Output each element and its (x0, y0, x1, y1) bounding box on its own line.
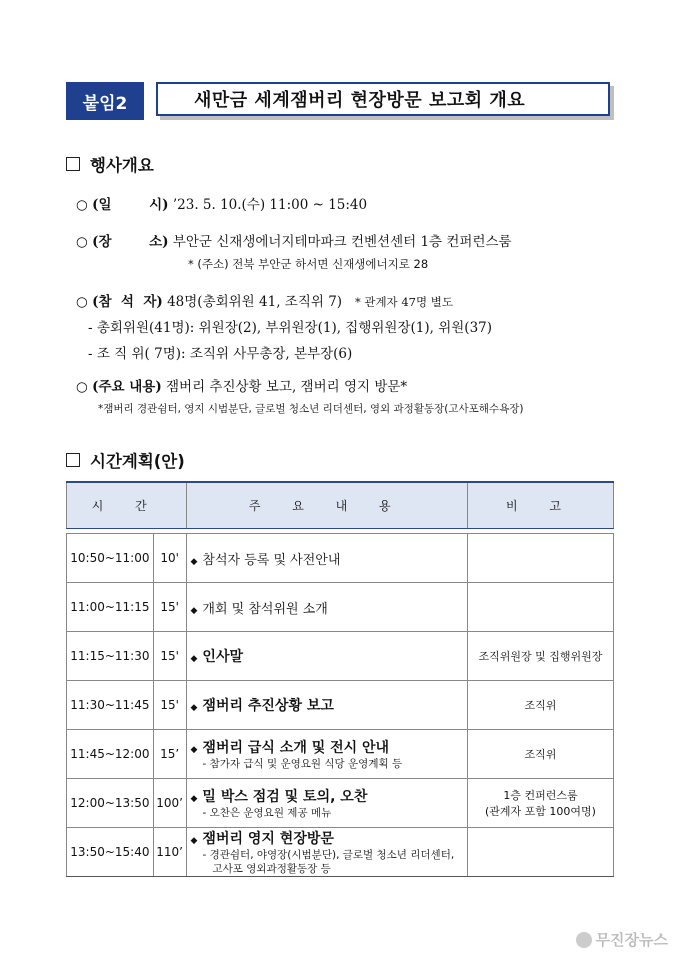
diamond-bullet-icon: ◆ (190, 556, 198, 567)
section-heading-overview (66, 152, 154, 176)
square-bullet-icon (66, 453, 80, 467)
row-item: 잼버리 추진상황 보고 (202, 698, 334, 714)
section-heading-schedule (66, 448, 185, 472)
attendee-note: * 관계자 47명 별도 (354, 295, 453, 309)
diamond-bullet-icon: ◆ (190, 605, 198, 616)
diamond-bullet-icon: ◆ (190, 794, 198, 804)
schedule-table (66, 481, 614, 877)
row-time: 11:15~11:30 (67, 632, 154, 681)
header-content: 주 요 내 용 (186, 482, 467, 529)
section-title: 행사개요 (90, 156, 154, 175)
table-row (67, 534, 614, 583)
diamond-bullet-icon: ◆ (190, 703, 198, 713)
square-bullet-icon (66, 157, 80, 171)
date-label: (일 시) (92, 197, 169, 213)
row-item: 잼버리 급식 소개 및 전시 안내 (202, 740, 390, 756)
row-duration: 15' (153, 632, 186, 681)
main-content-value: 잼버리 추진상황 보고, 잼버리 영지 방문* (166, 379, 408, 395)
attachment-badge: 붙임2 (66, 82, 144, 120)
place-line: ○ (장 소) 부안군 신재생에너지테마파크 컨벤션센터 1층 컨퍼런스룸 (76, 234, 512, 250)
diamond-bullet-icon: ◆ (190, 745, 198, 755)
table-row (67, 730, 614, 779)
section-title: 시간계획(안) (90, 452, 185, 471)
row-remark: 조직위 (467, 730, 613, 779)
row-content (186, 828, 467, 877)
row-duration: 10' (153, 534, 186, 583)
attendee-sub-committee: - 총회위원(41명): 위원장(2), 부위원장(1), 집행위원장(1), 위원(37) (88, 320, 493, 336)
row-item: 개회 및 참석위원 소개 (202, 601, 328, 617)
row-subitem: - 오찬은 운영요원 제공 메뉴 (202, 807, 332, 819)
watermark-text: 무진장뉴스 (595, 931, 668, 949)
table-header-row (67, 482, 614, 529)
header-time: 시 간 (67, 482, 187, 529)
row-remark (467, 828, 613, 877)
row-time: 11:30~11:45 (67, 681, 154, 730)
row-item: 잼버리 영지 현장방문 (202, 831, 334, 847)
table-row (67, 583, 614, 632)
row-duration: 15' (153, 681, 186, 730)
page-title: 새만금 세계잼버리 현장방문 보고회 개요 (156, 82, 610, 116)
row-remark (467, 534, 613, 583)
main-content-label: (주요 내용) (92, 379, 162, 395)
table-row (67, 681, 614, 730)
row-item: 인사말 (202, 649, 243, 665)
row-item: 참석자 등록 및 사전안내 (202, 552, 341, 568)
row-duration: 15’ (153, 730, 186, 779)
watermark (576, 929, 668, 950)
row-duration: 100’ (153, 779, 186, 828)
place-note: * (주소) 전북 부안군 하서면 신재생에너지로 28 (188, 257, 429, 271)
row-content (186, 730, 467, 779)
row-time: 10:50~11:00 (67, 534, 154, 583)
diamond-bullet-icon: ◆ (190, 836, 198, 846)
date-line: ○ (일 시) ’23. 5. 10.(수) 11:00 ~ 15:40 (76, 197, 368, 213)
row-content (186, 534, 467, 583)
main-content-note: *잼버리 경관쉼터, 영지 시범분단, 글로벌 청소년 리더센터, 영외 과정활동장(고사포해수욕장) (98, 403, 524, 415)
row-time: 11:45~12:00 (67, 730, 154, 779)
row-subitem: - 참가자 급식 및 운영요원 식당 운영계획 등 (202, 758, 403, 770)
row-content (186, 632, 467, 681)
main-content-line: ○ (주요 내용) 잼버리 추진상황 보고, 잼버리 영지 방문* (76, 379, 408, 395)
row-content (186, 681, 467, 730)
attendee-line: ○ (참 석 자) 48명(총회위원 41, 조직위 7) * 관계자 47명 별도 (76, 294, 453, 310)
row-content (186, 779, 467, 828)
row-duration: 15' (153, 583, 186, 632)
row-remark (467, 583, 613, 632)
watermark-logo-icon (576, 932, 592, 948)
row-remark: 1층 컨퍼런스룸 (관계자 포함 100여명) (467, 779, 613, 828)
header-remark: 비 고 (467, 482, 613, 529)
place-label: (장 소) (92, 234, 169, 250)
table-row (67, 779, 614, 828)
row-remark: 조직위 (467, 681, 613, 730)
table-row (67, 828, 614, 877)
row-duration: 110’ (153, 828, 186, 877)
row-subitem: - 경관쉼터, 야영장(시범분단), 글로벌 청소년 리더센터, 고사포 영외과정활동장 등 (202, 849, 455, 875)
attendee-value: 48명(총회위원 41, 조직위 7) (167, 294, 343, 310)
attendee-label: (참 석 자) (92, 294, 163, 310)
place-value: 부안군 신재생에너지테마파크 컨벤션센터 1층 컨퍼런스룸 (172, 234, 512, 250)
row-item: 밀 박스 점검 및 토의, 오찬 (202, 789, 368, 805)
attendee-sub-org: - 조 직 위( 7명): 조직위 사무총장, 본부장(6) (88, 346, 353, 362)
row-time: 11:00~11:15 (67, 583, 154, 632)
row-content (186, 583, 467, 632)
date-value: ’23. 5. 10.(수) 11:00 ~ 15:40 (172, 197, 368, 213)
row-remark: 조직위원장 및 집행위원장 (467, 632, 613, 681)
table-row (67, 632, 614, 681)
row-time: 12:00~13:50 (67, 779, 154, 828)
row-time: 13:50~15:40 (67, 828, 154, 877)
diamond-bullet-icon: ◆ (190, 654, 198, 664)
title-row (66, 82, 614, 120)
